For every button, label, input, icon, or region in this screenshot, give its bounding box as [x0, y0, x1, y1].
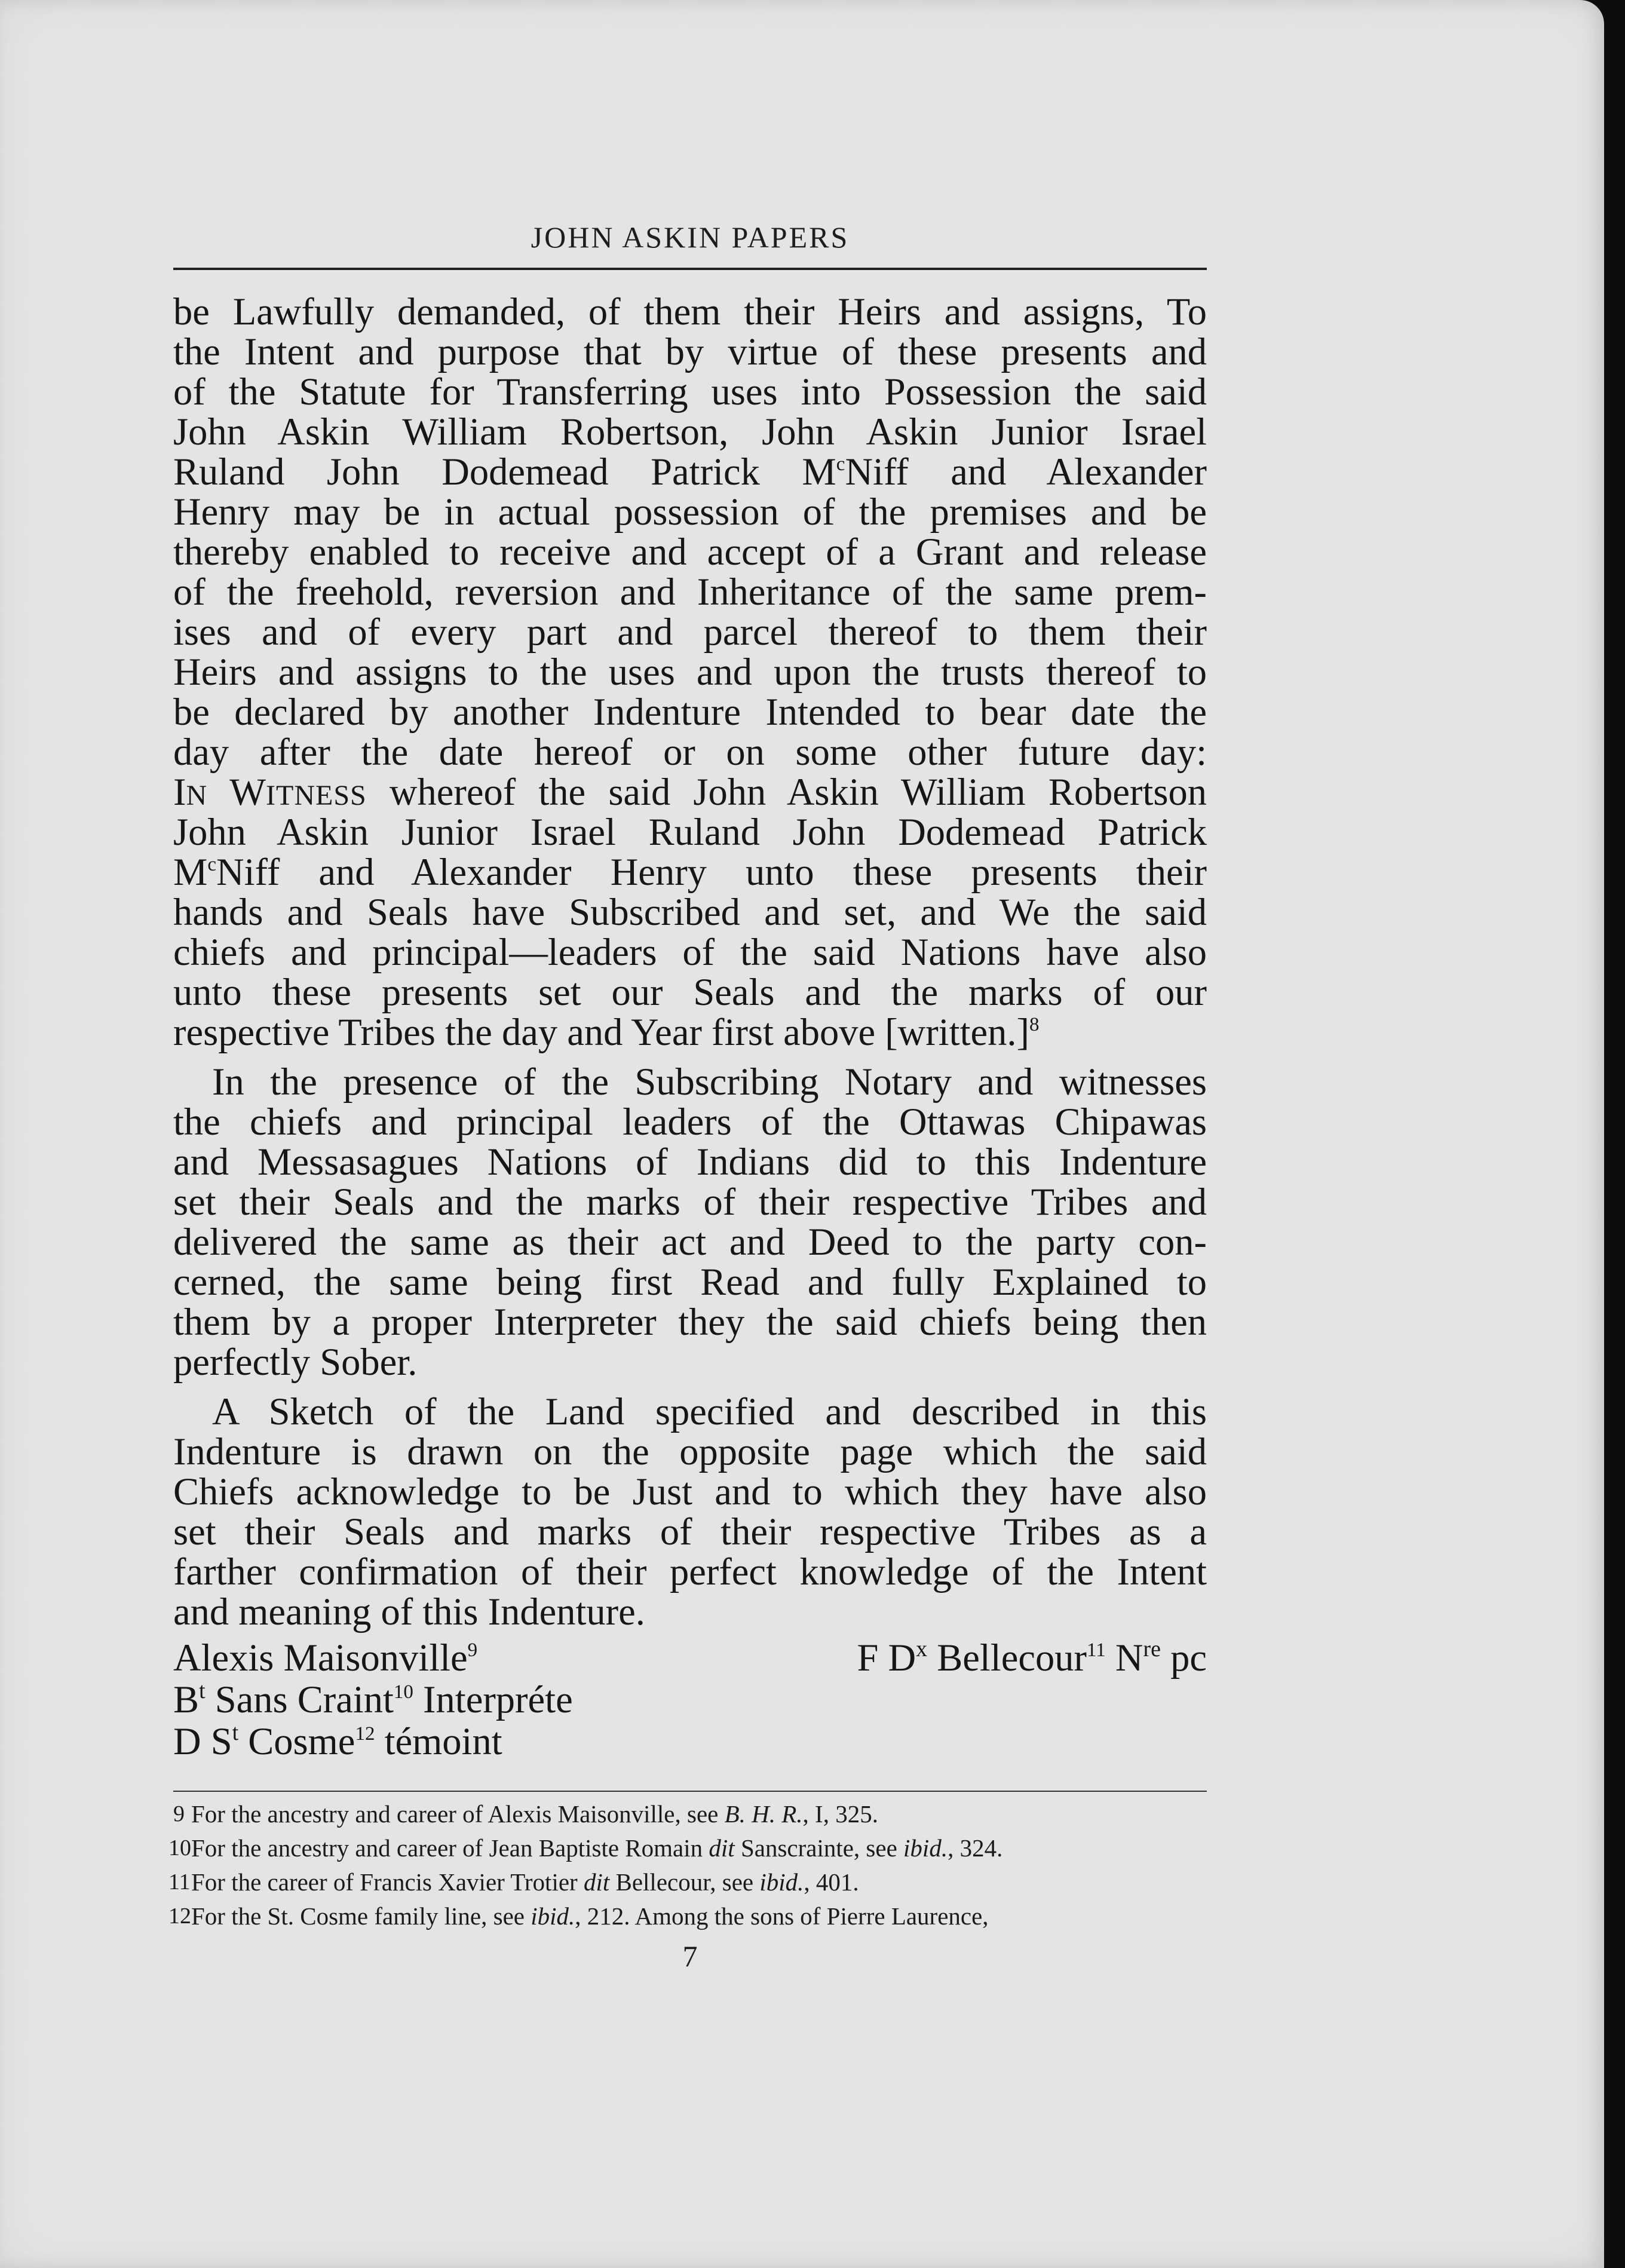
footnote-rule	[173, 1791, 1207, 1792]
signature-bellecour: F $D^x$ Bellecour$^{11}$ $N^{re}$ pc	[857, 1636, 1207, 1679]
footnote-ref-8: 8	[1029, 1014, 1040, 1035]
body-line: chiefs and principal—leaders of the said Nations have also	[173, 931, 1207, 973]
body-line: ises and of every part and parcel thereof to them their	[173, 611, 1207, 653]
body-line: them by a proper Interpreter they the said chiefs being then	[173, 1301, 1207, 1343]
signature-row	[173, 1721, 1207, 1763]
body-line: perfectly Sober.	[173, 1341, 418, 1383]
body-line: Henry may be in actual possession of the premises and be	[173, 491, 1207, 533]
signature-cosme: D $S^t$ Cosme$^{12}$ témoint	[173, 1720, 502, 1763]
in-witness-smallcaps: IN WITNESS	[173, 771, 367, 813]
signature-sanscraint: $B^t$ Sans Craint$^{10}$ Interpréte	[173, 1678, 573, 1721]
body-line: John Askin Junior Israel Ruland John Dodemead Patrick	[173, 811, 1207, 853]
body-line: $M^cNiff$ and Alexander Henry unto these presents their	[173, 851, 1207, 893]
body-text	[173, 292, 1207, 1632]
body-line: set their Seals and marks of their respective Tribes as a	[173, 1510, 1207, 1553]
body-line: unto these presents set our Seals and the marks of our	[173, 971, 1207, 1013]
body-line: Heirs and assigns to the uses and upon the trusts thereof to	[173, 651, 1207, 693]
body-line: respective Tribes the day and Year first above [written.]$^8$	[173, 1011, 1040, 1053]
body-line: thereby enabled to receive and accept of a Grant and release	[173, 531, 1207, 573]
body-line: be declared by another Indenture Intended to bear date the	[173, 691, 1207, 733]
header-rule	[173, 268, 1207, 270]
page-number: 7	[682, 1939, 698, 1973]
signature-maisonville: Alexis Maisonville$^9$	[173, 1636, 478, 1679]
running-head: JOHN ASKIN PAPERS	[531, 220, 850, 254]
body-line: day after the date hereof or on some other future day:	[173, 731, 1207, 773]
signature-row	[173, 1637, 1207, 1679]
body-line: of the freehold, reversion and Inheritance of the same prem-	[173, 571, 1207, 613]
body-line: farther confirmation of their perfect knowledge of the Intent	[173, 1550, 1207, 1593]
signature-row	[173, 1679, 1207, 1721]
body-line: John Askin William Robertson, John Askin Junior Israel	[173, 410, 1207, 453]
mc-superscript: c	[207, 854, 217, 875]
body-line: cerned, the same being first Read and fully Explained to	[173, 1261, 1207, 1303]
body-line: and meaning of this Indenture.	[173, 1590, 645, 1633]
body-line: the chiefs and principal leaders of the Ottawas Chipawas	[173, 1101, 1207, 1143]
body-line: Ruland John Dodemead Patrick $M^cNiff$ and Alexander	[173, 450, 1207, 493]
body-line: hands and Seals have Subscribed and set, and We the said	[173, 891, 1207, 933]
footnote: 11 For the career of Francis Xavier Trotier dit Bellecour, see ibid., 401.	[168, 1868, 859, 1896]
body-line: A Sketch of the Land specified and described in this	[212, 1390, 1207, 1433]
body-line: the Intent and purpose that by virtue of these presents and	[173, 330, 1207, 373]
body-line: delivered the same as their act and Deed to the party con-	[173, 1221, 1207, 1263]
footnote: 9 For the ancestry and career of Alexis Maisonville, see B. H. R., I, 325.	[173, 1800, 878, 1828]
body-line: and Messasagues Nations of Indians did to this Indenture	[173, 1141, 1207, 1183]
body-line: set their Seals and the marks of their respective Tribes and	[173, 1181, 1207, 1223]
body-line: Chiefs acknowledge to be Just and to which they have also	[173, 1470, 1207, 1513]
body-line: Indenture is drawn on the opposite page which the said	[173, 1430, 1207, 1473]
body-line: of the Statute for Transferring uses into Possession the said	[173, 370, 1207, 413]
body-line: IN WITNESS whereof the said John Askin William Robertson	[173, 771, 1207, 813]
body-line: In the presence of the Subscribing Notary and witnesses	[212, 1061, 1207, 1103]
footnote: 10 For the ancestry and career of Jean Baptiste Romain dit Sanscrainte, see ibid., 324.	[168, 1834, 1003, 1862]
footnote: 12 For the St. Cosme family line, see ibid., 212. Among the sons of Pierre Laurence,	[168, 1902, 989, 1930]
body-line: be Lawfully demanded, of them their Heirs and assigns, To	[173, 290, 1207, 333]
footnotes	[168, 1797, 1207, 1933]
mc-superscript: c	[836, 453, 845, 475]
